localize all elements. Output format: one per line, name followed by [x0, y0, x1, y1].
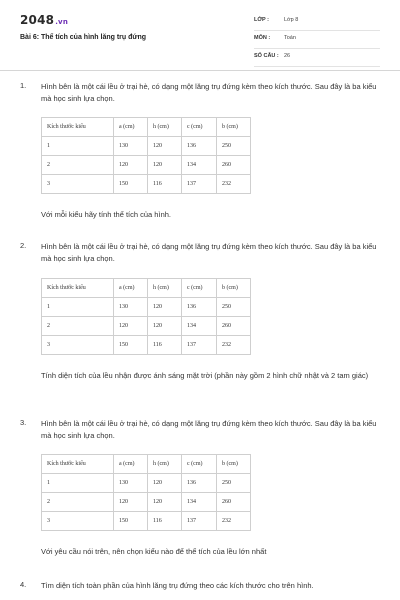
table-cell: 130 — [114, 474, 148, 493]
table-header: h (cm) — [148, 279, 182, 298]
table-cell: 136 — [182, 137, 217, 156]
table-cell: 120 — [148, 474, 182, 493]
table-cell: 137 — [182, 175, 217, 194]
table-cell: 260 — [217, 317, 251, 336]
question-stem: Hình bên là một cái lều ở trại hè, có dạng một lăng trụ đứng kèm theo kích thước. Sau đây là ba kiểu mà học sinh lựa chọn. — [41, 242, 377, 263]
table-cell: 116 — [148, 512, 182, 531]
table-cell: 232 — [217, 336, 251, 355]
question-number: 2. — [20, 241, 27, 250]
table-header: Kích thước kiểu — [42, 118, 114, 137]
table-cell: 136 — [182, 298, 217, 317]
table-row — [42, 336, 251, 355]
dimension-table-1 — [41, 117, 251, 194]
table-cell: 134 — [182, 493, 217, 512]
table-header: Kích thước kiểu — [42, 279, 114, 298]
table-cell: 116 — [148, 336, 182, 355]
dimension-table-3 — [41, 454, 251, 531]
lesson-title: Bài 6: Thể tích của hình lăng trụ đứng — [20, 34, 147, 41]
table-cell: 134 — [182, 317, 217, 336]
page-header — [0, 0, 400, 72]
table-header: h (cm) — [148, 118, 182, 137]
meta-label: MÔN : — [254, 35, 271, 41]
table-header: b (cm) — [217, 118, 251, 137]
table-cell: 120 — [114, 156, 148, 175]
table-cell: 120 — [148, 137, 182, 156]
meta-row-class — [254, 13, 380, 31]
question-task: Với mỗi kiểu hãy tính thể tích của hình. — [41, 210, 171, 219]
question-stem: Hình bên là một cái lều ở trại hè, có dạng một lăng trụ đứng kèm theo kích thước. Sau đây là ba kiểu mà học sinh lựa chọn. — [41, 82, 377, 103]
table-header: c (cm) — [182, 279, 217, 298]
table-cell: 2 — [42, 493, 114, 512]
table-cell: 136 — [182, 474, 217, 493]
table-cell: 260 — [217, 156, 251, 175]
table-header: h (cm) — [148, 455, 182, 474]
table-cell: 137 — [182, 336, 217, 355]
table-cell: 1 — [42, 137, 114, 156]
table-cell: 150 — [114, 175, 148, 194]
meta-row-count — [254, 49, 380, 67]
table-cell: 250 — [217, 474, 251, 493]
table-cell: 120 — [148, 317, 182, 336]
table-row — [42, 493, 251, 512]
question-task: Tính diện tích của lều nhận được ánh sáng mặt trời (phần này gồm 2 hình chữ nhật và 2 tam giác) — [41, 371, 369, 380]
table-cell: 232 — [217, 175, 251, 194]
question-number: 4. — [20, 580, 27, 589]
question-number: 3. — [20, 418, 27, 427]
site-logo[interactable] — [20, 13, 68, 27]
table-header: b (cm) — [217, 279, 251, 298]
table-row — [42, 512, 251, 531]
question-stem: Hình bên là một cái lều ở trại hè, có dạng một lăng trụ đứng kèm theo kích thước. Sau đây là ba kiểu mà học sinh lựa chọn. — [41, 419, 377, 440]
table-header: a (cm) — [114, 118, 148, 137]
table-cell: 150 — [114, 512, 148, 531]
meta-label: SỐ CÂU : — [254, 53, 279, 59]
table-cell: 260 — [217, 493, 251, 512]
table-cell: 3 — [42, 512, 114, 531]
table-cell: 134 — [182, 156, 217, 175]
table-cell: 250 — [217, 298, 251, 317]
table-header-row — [42, 279, 251, 298]
meta-row-subject — [254, 31, 380, 49]
dimension-table-2 — [41, 278, 251, 355]
table-cell: 120 — [148, 493, 182, 512]
table-cell: 232 — [217, 512, 251, 531]
table-cell: 2 — [42, 317, 114, 336]
table-cell: 130 — [114, 298, 148, 317]
table-header: c (cm) — [182, 118, 217, 137]
table-cell: 3 — [42, 336, 114, 355]
table-cell: 137 — [182, 512, 217, 531]
table-row — [42, 474, 251, 493]
table-row — [42, 298, 251, 317]
table-header: Kích thước kiểu — [42, 455, 114, 474]
table-row — [42, 137, 251, 156]
table-header: a (cm) — [114, 455, 148, 474]
table-cell: 1 — [42, 474, 114, 493]
table-cell: 120 — [114, 493, 148, 512]
meta-label: LỚP : — [254, 17, 269, 23]
table-cell: 2 — [42, 156, 114, 175]
question-stem: Tìm diện tích toàn phần của hình lăng trụ đứng theo các kích thước cho trên hình. — [41, 581, 314, 590]
meta-value: 26 — [284, 53, 291, 59]
table-cell: 120 — [114, 317, 148, 336]
question-task: Với yêu cầu nói trên, nên chọn kiểu nào để thể tích của lều lớn nhất — [41, 547, 267, 556]
table-cell: 250 — [217, 137, 251, 156]
table-row — [42, 175, 251, 194]
table-cell: 120 — [148, 156, 182, 175]
table-header-row — [42, 118, 251, 137]
table-header: a (cm) — [114, 279, 148, 298]
meta-value: Lớp 8 — [284, 17, 299, 23]
question-number: 1. — [20, 81, 27, 90]
table-cell: 1 — [42, 298, 114, 317]
table-header: c (cm) — [182, 455, 217, 474]
table-cell: 3 — [42, 175, 114, 194]
table-cell: 150 — [114, 336, 148, 355]
table-row — [42, 317, 251, 336]
table-header: b (cm) — [217, 455, 251, 474]
table-cell: 130 — [114, 137, 148, 156]
logo-tld: .vn — [55, 18, 69, 26]
logo-text: 2048 — [20, 13, 55, 27]
meta-info — [254, 13, 380, 67]
table-cell: 120 — [148, 298, 182, 317]
meta-value: Toán — [284, 35, 296, 41]
table-header-row — [42, 455, 251, 474]
table-row — [42, 156, 251, 175]
table-cell: 116 — [148, 175, 182, 194]
header-divider — [0, 70, 400, 71]
